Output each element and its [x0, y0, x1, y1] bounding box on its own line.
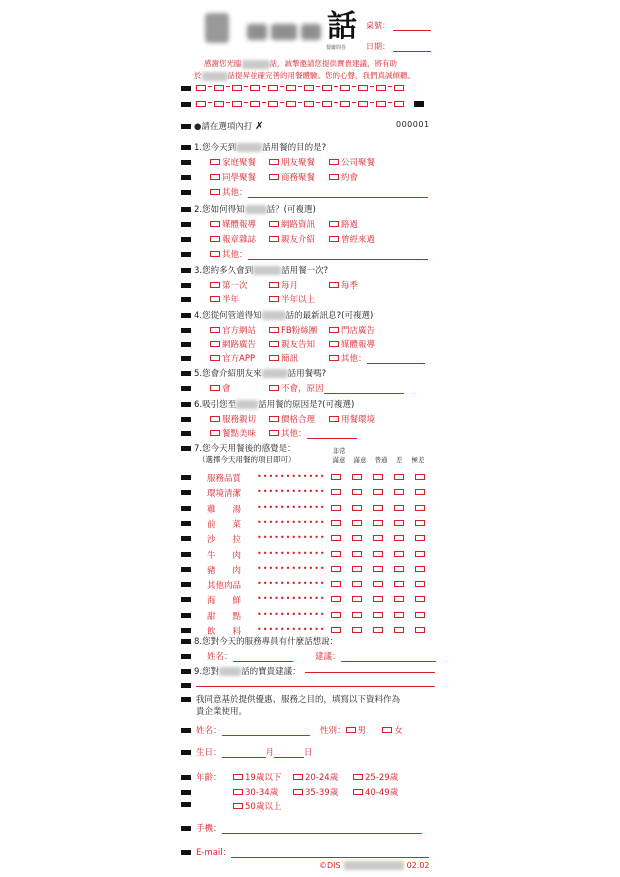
rating-checkbox-5[interactable] — [415, 627, 425, 633]
scan-marker — [181, 654, 191, 659]
q9-suggestion-field-2[interactable] — [196, 680, 435, 687]
date-label: 日期： — [366, 42, 390, 51]
scan-marker — [181, 683, 191, 688]
rating-checkbox-2[interactable] — [352, 489, 362, 495]
q5-option-no[interactable]: 不會，原因 — [269, 382, 404, 394]
scan-marker — [181, 536, 191, 541]
rating-checkbox-3[interactable] — [373, 551, 383, 557]
scan-marker — [181, 386, 191, 391]
personal-phone[interactable]: 手機： — [196, 822, 422, 834]
scan-marker — [181, 582, 191, 587]
rating-checkbox-3[interactable] — [373, 474, 383, 480]
checkbox[interactable] — [329, 282, 339, 288]
q1-option-friends[interactable]: 朋友聚餐 — [269, 156, 315, 168]
rating-row — [207, 594, 447, 606]
q2-option-visited[interactable]: 曾經來過 — [329, 233, 375, 245]
rating-item-label: 沙 拉 — [207, 535, 242, 546]
checkbox[interactable] — [210, 174, 220, 180]
scan-marker — [181, 145, 191, 150]
q2-other-field[interactable] — [248, 252, 428, 260]
rating-checkbox-5[interactable] — [415, 520, 425, 526]
rating-checkbox-5[interactable] — [415, 505, 425, 511]
rating-leader-dots: •••••••••••• — [257, 487, 326, 497]
survey-form — [174, 0, 446, 877]
q6-text: 6.吸引您至 話用餐的原因是?(可複選) — [194, 400, 355, 410]
scan-marker — [181, 342, 191, 347]
redacted-brand — [202, 72, 228, 81]
checkbox[interactable] — [210, 159, 220, 165]
age-option-under-19[interactable]: 19歲以下 — [233, 771, 281, 783]
rating-checkbox-2[interactable] — [352, 612, 362, 618]
footer-code: ©DIS 02.02 — [319, 861, 430, 870]
rating-row — [207, 610, 447, 622]
scan-marker — [181, 850, 191, 855]
phone-field[interactable] — [222, 826, 422, 834]
table-number-label: 桌號： — [366, 21, 390, 30]
rating-checkbox-4[interactable] — [394, 612, 404, 618]
age-option-35-39[interactable]: 35-39歲 — [293, 786, 338, 798]
rating-checkbox-1[interactable] — [331, 505, 341, 511]
scale-poor: 差 — [395, 456, 403, 464]
rating-checkbox-4[interactable] — [394, 581, 404, 587]
scan-marker — [181, 775, 191, 780]
birth-day-field[interactable] — [274, 750, 304, 758]
personal-gender: 性別： 男 女 — [320, 726, 403, 736]
scan-marker — [181, 628, 191, 633]
q2-option-magazine[interactable]: 報章雜誌 — [210, 233, 256, 245]
q6-option-service[interactable]: 服務親切 — [210, 413, 256, 425]
checkbox[interactable] — [210, 236, 220, 242]
rating-item-label: 甜 點 — [207, 611, 242, 622]
scan-marker — [181, 521, 191, 526]
rating-leader-dots: •••••••••••• — [257, 533, 326, 543]
scan-marker-right — [414, 101, 424, 107]
q1-option-business[interactable]: 商務聚餐 — [269, 171, 315, 183]
personal-email[interactable]: E-mail： — [196, 846, 429, 858]
rating-row — [207, 549, 447, 561]
scale-very-poor: 極差 — [411, 456, 425, 464]
scan-marker — [181, 431, 191, 436]
serial-number: 000001 — [396, 120, 430, 129]
rating-item-label: 其他肉品 — [207, 581, 242, 592]
checkbox[interactable] — [269, 355, 279, 361]
rating-checkbox-5[interactable] — [415, 474, 425, 480]
rating-checkbox-5[interactable] — [415, 596, 425, 602]
q7-text: 7.您今天用餐後的感覺是： — [194, 444, 296, 454]
q1-text: 1.您今天到 話用餐的目的是? — [194, 143, 327, 153]
redacted-brand — [262, 369, 288, 378]
q1-option-other[interactable]: 其他： — [210, 186, 428, 198]
checkbox[interactable] — [233, 803, 243, 809]
rating-item-label: 環境清潔 — [207, 489, 242, 500]
scan-marker — [181, 297, 191, 302]
q5-reason-field[interactable] — [324, 386, 404, 394]
rating-row — [207, 518, 447, 530]
checkbox[interactable] — [210, 327, 220, 333]
scan-marker — [181, 313, 191, 318]
scan-marker — [181, 790, 191, 795]
intro-line-2: 於 話提昇並確完善的用餐體驗。您的心聲，我們真誠傾聽。 — [194, 71, 415, 80]
date-field[interactable] — [393, 43, 431, 52]
redacted-name-part-1 — [247, 24, 267, 40]
q4-option-website[interactable]: 官方網站 — [210, 324, 256, 336]
rating-row — [207, 503, 447, 515]
checkbox[interactable] — [329, 174, 339, 180]
rating-checkbox-4[interactable] — [394, 596, 404, 602]
checkbox[interactable] — [329, 221, 339, 227]
rating-checkbox-5[interactable] — [415, 566, 425, 572]
rating-leader-dots: •••••••••••• — [257, 502, 326, 512]
q6-option-price[interactable]: 價格合理 — [269, 413, 315, 425]
scan-marker — [181, 207, 191, 212]
checkbox[interactable] — [329, 327, 339, 333]
q2-option-referral[interactable]: 親友介紹 — [269, 233, 315, 245]
birth-month-field[interactable] — [222, 750, 266, 758]
rating-checkbox-1[interactable] — [331, 627, 341, 633]
age-option-25-29[interactable]: 25-29歲 — [353, 771, 398, 783]
scan-marker — [181, 371, 191, 376]
q4-option-friends[interactable]: 親友告知 — [269, 338, 315, 350]
q3-text: 3.您約多久會到 話用餐一次? — [194, 266, 329, 276]
scan-marker — [181, 175, 191, 180]
checkbox[interactable] — [269, 282, 279, 288]
q4-option-media[interactable]: 媒體報導 — [329, 338, 375, 350]
rating-checkbox-2[interactable] — [352, 551, 362, 557]
rating-checkbox-1[interactable] — [331, 581, 341, 587]
redacted-brand — [236, 143, 262, 152]
consent-line-1: 我同意基於提供優惠、服務之目的，填寫以下資料作為 — [196, 695, 401, 705]
rating-checkbox-2[interactable] — [352, 581, 362, 587]
q3-option-over-half-year[interactable]: 半年以上 — [269, 293, 315, 305]
scan-marker — [181, 402, 191, 407]
rating-item-label: 飲 料 — [207, 627, 242, 637]
rating-checkbox-1[interactable] — [331, 612, 341, 618]
redacted-brand — [262, 311, 286, 320]
code-row-2 — [174, 100, 446, 110]
scan-marker — [181, 417, 191, 422]
q1-option-classmates[interactable]: 同學聚餐 — [210, 171, 256, 183]
scale-satisfied: 滿意 — [353, 456, 367, 464]
rating-leader-dots: •••••••••••• — [257, 625, 326, 634]
q9-suggestion-field[interactable] — [305, 672, 435, 673]
redacted-brand — [253, 266, 281, 275]
scale-very-satisfied-top: 非常 — [332, 447, 346, 455]
rating-checkbox-1[interactable] — [331, 596, 341, 602]
q6-other-field[interactable] — [307, 431, 357, 439]
rating-checkbox-4[interactable] — [394, 520, 404, 526]
q7-note: （選擇今天用餐的項目即可） — [198, 455, 296, 464]
checkbox[interactable] — [269, 296, 279, 302]
scan-marker — [181, 613, 191, 618]
title-char: 話 — [327, 9, 357, 44]
rating-checkbox-5[interactable] — [415, 535, 425, 541]
q1-option-date[interactable]: 約會 — [329, 171, 358, 183]
checkbox[interactable] — [269, 341, 279, 347]
consent-line-2: 貴企業使用。 — [196, 707, 248, 717]
rating-checkbox-3[interactable] — [373, 596, 383, 602]
code-row-1 — [174, 84, 446, 94]
scan-marker — [181, 283, 191, 288]
rating-checkbox-2[interactable] — [352, 520, 362, 526]
checkbox[interactable] — [293, 789, 303, 795]
gender-female-checkbox[interactable] — [382, 727, 392, 733]
rating-checkbox-5[interactable] — [415, 612, 425, 618]
scan-marker — [181, 190, 191, 195]
scale-very-satisfied-bottom: 滿意 — [332, 456, 346, 464]
rating-checkbox-1[interactable] — [331, 535, 341, 541]
checkbox[interactable] — [353, 774, 363, 780]
q4-option-sms[interactable]: 簡訊 — [269, 352, 298, 364]
rating-checkbox-4[interactable] — [394, 489, 404, 495]
q2-option-other[interactable]: 其他： — [210, 248, 428, 260]
intro-line-1: 感謝您光臨 話，誠摯邀請您提供寶貴建議，將有助 — [204, 59, 397, 68]
q5-text: 5.您會介紹朋友來 話用餐嗎? — [194, 369, 327, 379]
q8-text: 8.您對今天的服務專員有什麼話想說： — [194, 637, 339, 647]
q3-option-monthly[interactable]: 每月 — [269, 279, 298, 291]
redacted-name-part-2 — [271, 24, 297, 40]
rating-checkbox-1[interactable] — [331, 474, 341, 480]
rating-checkbox-3[interactable] — [373, 581, 383, 587]
rating-leader-dots: •••••••••••• — [257, 609, 326, 619]
rating-leader-dots: •••••••••••• — [257, 594, 326, 604]
checkbox[interactable] — [210, 282, 220, 288]
checkbox[interactable] — [269, 236, 279, 242]
scan-marker — [181, 552, 191, 557]
q2-option-media[interactable]: 媒體報導 — [210, 218, 256, 230]
q3-option-first[interactable]: 第一次 — [210, 279, 248, 291]
cross-mark-icon: ✗ — [255, 121, 264, 132]
checkbox[interactable] — [210, 221, 220, 227]
scan-marker — [181, 446, 191, 451]
rating-item-label: 海 鮮 — [207, 596, 242, 607]
scan-marker — [181, 597, 191, 602]
q1-option-company[interactable]: 公司聚餐 — [329, 156, 375, 168]
restaurant-logo — [205, 13, 229, 43]
q4-option-other[interactable]: 其他： — [329, 352, 425, 364]
checkbox[interactable] — [210, 296, 220, 302]
redacted-brand — [242, 60, 270, 69]
scan-marker — [181, 728, 191, 733]
checkbox[interactable] — [329, 236, 339, 242]
scan-marker — [181, 697, 191, 702]
redacted-brand — [245, 205, 267, 214]
checkbox[interactable] — [210, 416, 220, 422]
scan-marker — [181, 826, 191, 831]
personal-name[interactable]: 姓名： — [196, 724, 310, 736]
q6-option-other[interactable]: 其他： — [269, 427, 357, 439]
rating-leader-dots: •••••••••••• — [257, 548, 326, 558]
rating-checkbox-4[interactable] — [394, 505, 404, 511]
rating-checkbox-5[interactable] — [415, 581, 425, 587]
rating-checkbox-2[interactable] — [352, 627, 362, 633]
rating-checkbox-4[interactable] — [394, 627, 404, 633]
rating-checkbox-1[interactable] — [331, 489, 341, 495]
scan-marker — [181, 356, 191, 361]
checkbox[interactable] — [329, 416, 339, 422]
rating-leader-dots: •••••••••••• — [257, 472, 326, 481]
q3-option-half-year[interactable]: 半年 — [210, 293, 239, 305]
checkbox[interactable] — [210, 251, 220, 257]
checkbox[interactable] — [329, 159, 339, 165]
instruction: ●請在選項內打 ✗ — [194, 121, 264, 132]
rating-leader-dots: •••••••••••• — [257, 517, 326, 527]
checkbox[interactable] — [329, 355, 339, 361]
checkbox[interactable] — [210, 430, 220, 436]
scan-marker — [181, 750, 191, 755]
scan-marker — [181, 802, 191, 807]
checkbox[interactable] — [353, 789, 363, 795]
checkbox[interactable] — [269, 416, 279, 422]
rating-item-label: 豬 肉 — [207, 565, 242, 576]
q4-option-app[interactable]: 官方APP — [210, 352, 255, 364]
rating-row — [207, 472, 447, 484]
q4-other-field[interactable] — [367, 356, 425, 364]
q5-option-yes[interactable]: 會 — [210, 382, 231, 394]
q8-advice[interactable]: 建議： — [315, 650, 436, 662]
checkbox[interactable] — [210, 189, 220, 195]
q4-option-store-ad[interactable]: 門店廣告 — [329, 324, 375, 336]
rating-checkbox-1[interactable] — [331, 551, 341, 557]
checkbox[interactable] — [329, 341, 339, 347]
q6-option-taste[interactable]: 餐點美味 — [210, 427, 256, 439]
rating-row — [207, 564, 447, 576]
scan-marker — [181, 160, 191, 165]
email-field[interactable] — [231, 850, 429, 858]
scan-marker — [181, 490, 191, 495]
rating-checkbox-2[interactable] — [352, 566, 362, 572]
rating-leader-dots: •••••••••••• — [257, 563, 326, 573]
personal-name-field[interactable] — [222, 728, 310, 736]
rating-checkbox-3[interactable] — [373, 489, 383, 495]
rating-checkbox-1[interactable] — [331, 566, 341, 572]
scan-marker — [181, 237, 191, 242]
rating-checkbox-3[interactable] — [373, 505, 383, 511]
q4-text: 4.您從何管道得知 話的最新訊息?(可複選) — [194, 311, 374, 321]
age-option-40-49[interactable]: 40-49歲 — [353, 786, 398, 798]
subtitle: 餐廳問卷 — [326, 45, 347, 51]
q4-option-online-ad[interactable]: 網路廣告 — [210, 338, 256, 350]
q6-option-environment[interactable]: 用餐環境 — [329, 413, 375, 425]
personal-birthday[interactable]: 生日： 月 日 — [196, 748, 313, 758]
checkbox[interactable] — [233, 789, 243, 795]
checkbox[interactable] — [210, 385, 220, 391]
q8-staff-name[interactable]: 姓名： — [207, 650, 293, 662]
checkbox[interactable] — [210, 355, 220, 361]
age-option-30-34[interactable]: 30-34歲 — [233, 786, 278, 798]
rating-checkbox-2[interactable] — [352, 535, 362, 541]
checkbox[interactable] — [269, 430, 279, 436]
redacted-brand — [344, 861, 404, 870]
rating-item-label: 服務品質 — [207, 474, 242, 484]
scan-marker — [181, 567, 191, 572]
scan-marker — [181, 252, 191, 257]
checkbox[interactable] — [210, 341, 220, 347]
rating-checkbox-4[interactable] — [394, 474, 404, 480]
checkbox[interactable] — [269, 159, 279, 165]
q2-option-internet[interactable]: 網路資訊 — [269, 218, 315, 230]
scan-marker — [181, 328, 191, 333]
rating-checkbox-4[interactable] — [394, 566, 404, 572]
q2-option-passing[interactable]: 路過 — [329, 218, 358, 230]
age-label: 年齡： — [196, 773, 222, 783]
age-option-20-24[interactable]: 20-24歲 — [293, 771, 338, 783]
checkbox[interactable] — [269, 385, 279, 391]
rating-item-label: 前 菜 — [207, 519, 242, 530]
rating-item-label: 牛 肉 — [207, 550, 242, 561]
scan-marker — [181, 669, 191, 674]
scan-marker — [181, 475, 191, 480]
rating-item-label: 雞 湯 — [207, 504, 242, 515]
q3-option-quarterly[interactable]: 每季 — [329, 279, 358, 291]
rating-row — [207, 487, 447, 499]
staff-advice-field[interactable] — [341, 654, 436, 662]
scan-marker — [181, 124, 191, 129]
checkbox[interactable] — [269, 174, 279, 180]
redacted-brand — [236, 400, 258, 409]
age-option-over-50[interactable]: 50歲以上 — [233, 800, 281, 812]
scale-average: 普通 — [374, 456, 388, 464]
checkbox[interactable] — [269, 221, 279, 227]
rating-checkbox-3[interactable] — [373, 612, 383, 618]
checkbox[interactable] — [233, 774, 243, 780]
gender-male-checkbox[interactable] — [346, 727, 356, 733]
rating-checkbox-4[interactable] — [394, 551, 404, 557]
scan-marker — [181, 268, 191, 273]
rating-checkbox-3[interactable] — [373, 535, 383, 541]
q1-option-family[interactable]: 家庭聚餐 — [210, 156, 256, 168]
rating-checkbox-5[interactable] — [415, 551, 425, 557]
scan-marker — [181, 222, 191, 227]
rating-checkbox-4[interactable] — [394, 535, 404, 541]
rating-checkbox-2[interactable] — [352, 505, 362, 511]
q9-text: 9.您對 話的寶貴建議： — [194, 667, 301, 677]
table-number-field[interactable] — [393, 22, 431, 31]
rating-checkbox-5[interactable] — [415, 489, 425, 495]
scan-marker — [181, 639, 191, 644]
q4-option-fb[interactable]: FB粉絲團 — [269, 324, 317, 336]
rating-checkbox-3[interactable] — [373, 566, 383, 572]
checkbox[interactable] — [269, 327, 279, 333]
rating-row — [207, 579, 447, 591]
scan-marker — [181, 506, 191, 511]
redacted-brand — [219, 667, 241, 676]
rating-checkbox-2[interactable] — [352, 596, 362, 602]
rating-row — [207, 533, 447, 545]
rating-leader-dots: •••••••••••• — [257, 579, 326, 589]
redacted-name-part-3 — [301, 24, 321, 40]
q1-other-field[interactable] — [248, 190, 428, 198]
staff-name-field[interactable] — [233, 654, 293, 662]
rating-checkbox-2[interactable] — [352, 474, 362, 480]
q2-text: 2.您如何得知 話？(可複選) — [194, 205, 316, 215]
rating-checkbox-3[interactable] — [373, 520, 383, 526]
rating-checkbox-3[interactable] — [373, 627, 383, 633]
rating-checkbox-1[interactable] — [331, 520, 341, 526]
checkbox[interactable] — [293, 774, 303, 780]
